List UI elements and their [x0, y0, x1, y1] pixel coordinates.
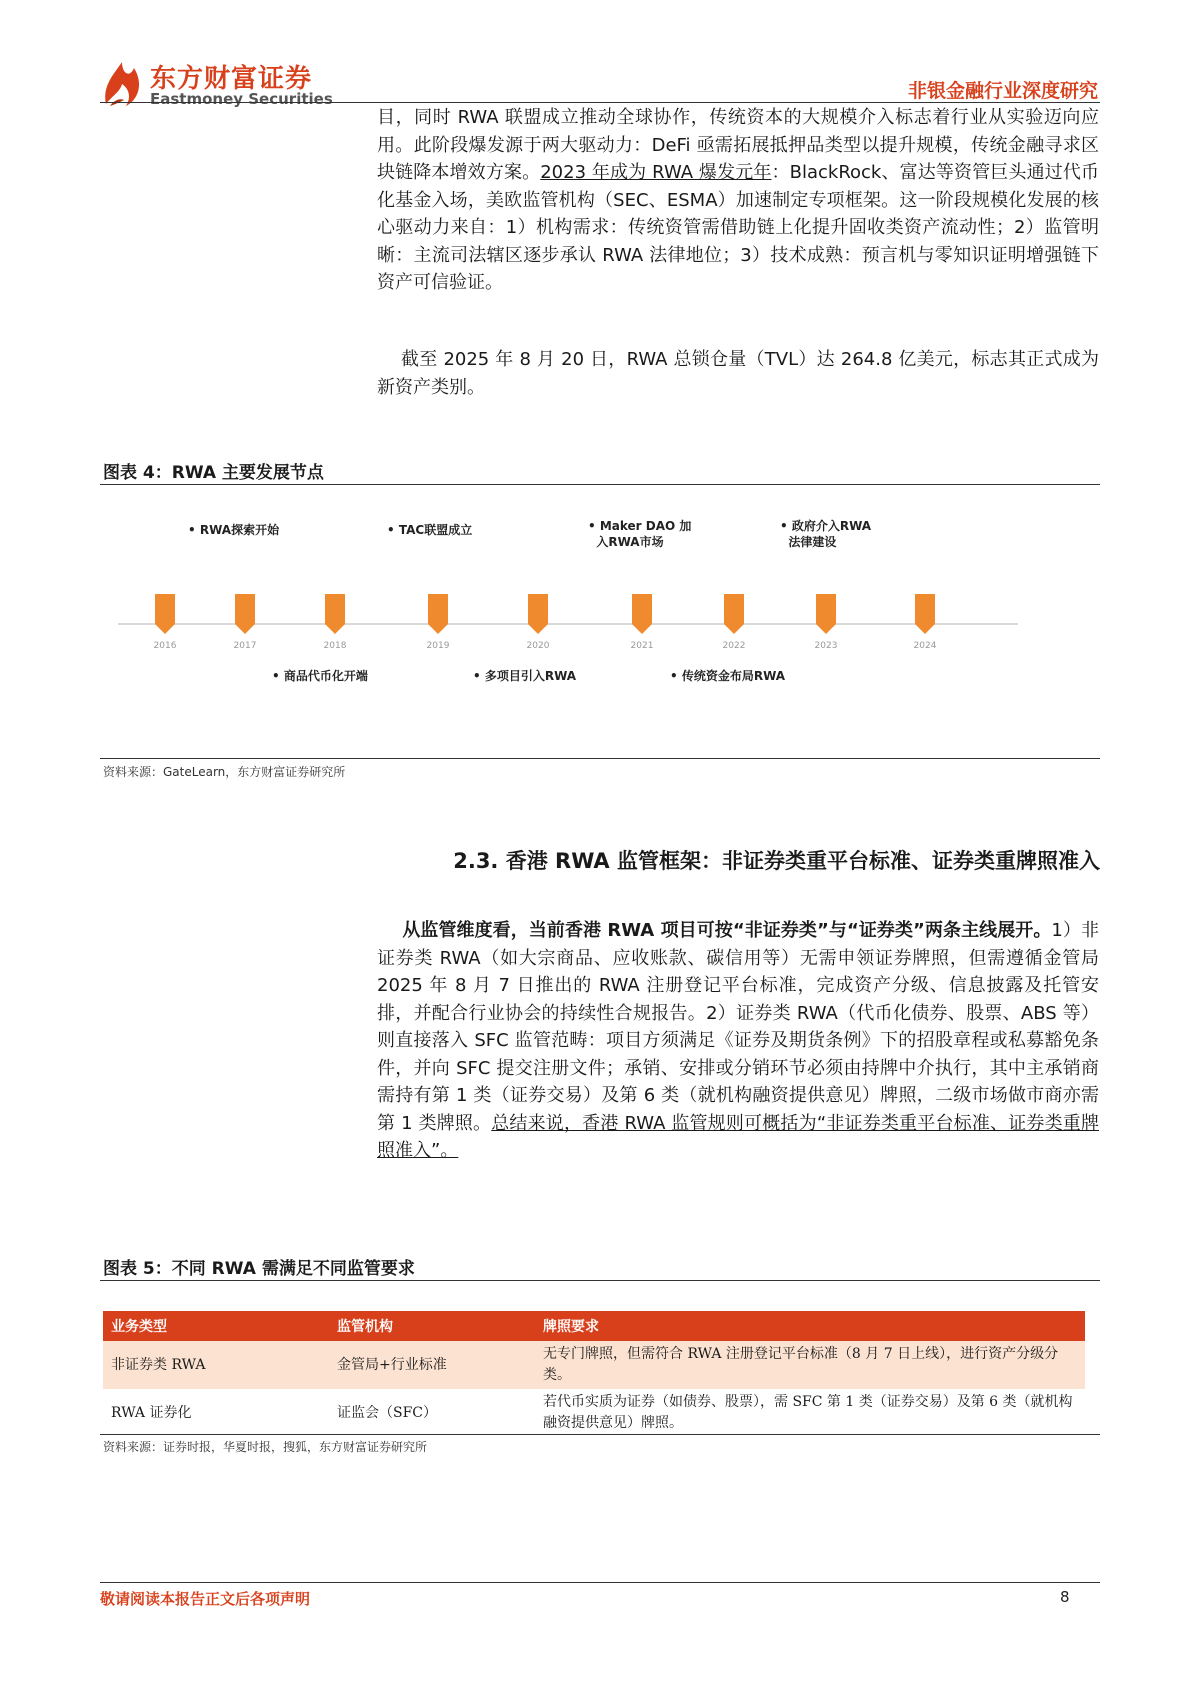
timeline-marker-icon — [428, 594, 448, 634]
figure-4-bottom-rule — [100, 758, 1100, 759]
figure-4-source: 资料来源：GateLearn，东方财富证券研究所 — [103, 765, 346, 779]
figure-5-title: 图表 5：不同 RWA 需满足不同监管要求 — [103, 1259, 415, 1279]
body-paragraph-2: 截至 2025 年 8 月 20 日，RWA 总锁仓量（TVL）达 264.8 亿美元，标志其正式成为新资产类别。 — [377, 349, 1099, 398]
timeline-marker-icon — [325, 594, 345, 634]
body-paragraph-3 — [377, 917, 1105, 1165]
footer-divider — [100, 1582, 1100, 1583]
section-heading: 2.3. 香港 RWA 监管框架：非证券类重平台标准、证券类重牌照准入 — [453, 849, 1100, 873]
timeline-event-bottom: • 传统资金布局RWA — [670, 669, 786, 683]
para1-lead: 目，同时 RWA 联盟成立推动全球协作，传统资本的大规模介入标志着行业从实验迈向应用。此阶段爆发源于两大驱动力：DeFi 亟需拓展抵押品类型以提升规模，传统金融寻求区块链降本增效方案。 — [377, 107, 1099, 183]
timeline-event-top: • RWA探索开始 — [188, 523, 280, 537]
timeline-year: 2017 — [233, 641, 257, 651]
figure-4-title: 图表 4：RWA 主要发展节点 — [103, 463, 324, 483]
para3-underlined-summary: 总结来说，香港 RWA 监管规则可概括为“非证券类重平台标准、证券类重牌照准入”。 — [377, 1112, 1099, 1161]
timeline-year: 2021 — [630, 641, 654, 651]
company-logo — [100, 56, 350, 112]
header-divider — [100, 102, 1100, 103]
timeline-event-bottom: • 商品代币化开端 — [272, 669, 368, 683]
timeline-marker-icon — [632, 594, 652, 634]
timeline-year: 2016 — [153, 641, 177, 651]
figure-5-bottom-rule — [100, 1434, 1100, 1435]
table-cell: RWA 证券化 — [111, 1404, 192, 1421]
table-header-row — [103, 1311, 1085, 1341]
figure-4-top-rule — [100, 484, 1100, 485]
timeline-marker-icon — [816, 594, 836, 634]
figure-5-top-rule — [100, 1280, 1100, 1281]
timeline-year: 2020 — [526, 641, 550, 651]
disclaimer-note: 敬请阅读本报告正文后各项声明 — [100, 1590, 311, 1608]
para3-body: 1）非证券类 RWA（如大宗商品、应收账款、碳信用等）无需申领证券牌照，但需遵循金管局 2025 年 8 月 7 日推出的 RWA 注册登记平台标准，完成资产分级、信息披露及托管安排，并配合行业协会的持续性合规报告。2）证券类 RWA（代币化债券、股票、ABS 等）则直接落入 SFC 监管范畴：项目方须满足《证券及期货条例》下的招股章程或私募豁免条件，并向 SFC 提交注册文件；承销、安排或分销环节必须由持牌中介执行，其中主承销商需持有第 1 类（证券交易）及第 6 类（就机构融资提供意见）牌照，二级市场做市商亦需第 1 类牌照。 — [377, 920, 1105, 1134]
table-cell: 非证券类 RWA — [103, 1341, 329, 1389]
logo-english-name: Eastmoney Securities — [150, 90, 333, 108]
timeline-marker-icon — [915, 594, 935, 634]
timeline-event-bottom: • 多项目引入RWA — [473, 669, 577, 683]
regulation-table — [103, 1311, 1085, 1437]
logo-chinese-name: 东方财富证券 — [150, 64, 313, 94]
figure-5-source: 资料来源：证券时报，华夏时报，搜狐，东方财富证券研究所 — [103, 1440, 428, 1454]
rwa-timeline — [100, 519, 1100, 740]
timeline-year: 2018 — [323, 641, 347, 651]
timeline-year: 2019 — [426, 641, 450, 651]
table-row — [103, 1389, 1085, 1437]
table-row — [103, 1341, 1085, 1389]
table-header-cell: 牌照要求 — [535, 1311, 1085, 1341]
timeline-year: 2024 — [913, 641, 937, 651]
report-type: 非银金融行业深度研究 — [907, 80, 1098, 102]
body-paragraph-1 — [377, 104, 1099, 297]
page-number: 8 — [1060, 1588, 1070, 1606]
timeline-marker-icon — [528, 594, 548, 634]
timeline-event-top: • TAC联盟成立 — [387, 523, 473, 537]
table-header-cell: 业务类型 — [103, 1311, 329, 1341]
table-cell: 无专门牌照，但需符合 RWA 注册登记平台标准（8 月 7 日上线），进行资产分级分类。 — [535, 1341, 1085, 1389]
timeline-marker-icon — [155, 594, 175, 634]
timeline-year: 2022 — [722, 641, 746, 651]
para1-rest: ：BlackRock、富达等资管巨头通过代币化基金入场，美欧监管机构（SEC、ESMA）加速制定专项框架。这一阶段规模化发展的核心驱动力来自：1）机构需求：传统资管需借助链上化提升固收类资产流动性；2）监管明晰：主流司法辖区逐步承认 RWA 法律地位；3）技术成熟：预言机与零知识证明增强链下资产可信验证。 — [377, 162, 1099, 293]
table-cell: 若代币实质为证券（如债券、股票），需 SFC 第 1 类（证券交易）及第 6 类（就机构融资提供意见）牌照。 — [543, 1394, 1073, 1431]
logo-flame-icon — [100, 56, 146, 108]
table-cell: 金管局+行业标准 — [329, 1341, 535, 1389]
timeline-year: 2023 — [814, 641, 838, 651]
para1-underlined: 2023 年成为 RWA 爆发元年 — [540, 162, 772, 183]
timeline-event-top: • Maker DAO 加 入RWA市场 — [588, 519, 692, 549]
timeline-event-top: • 政府介入RWA 法律建设 — [780, 519, 872, 549]
timeline-marker-icon — [235, 594, 255, 634]
table-cell: 证监会（SFC） — [337, 1404, 438, 1421]
timeline-marker-icon — [724, 594, 744, 634]
table-header-cell: 监管机构 — [329, 1311, 535, 1341]
para3-bold-lead: 从监管维度看，当前香港 RWA 项目可按“非证券类”与“证券类”两条主线展开。 — [377, 920, 1052, 941]
